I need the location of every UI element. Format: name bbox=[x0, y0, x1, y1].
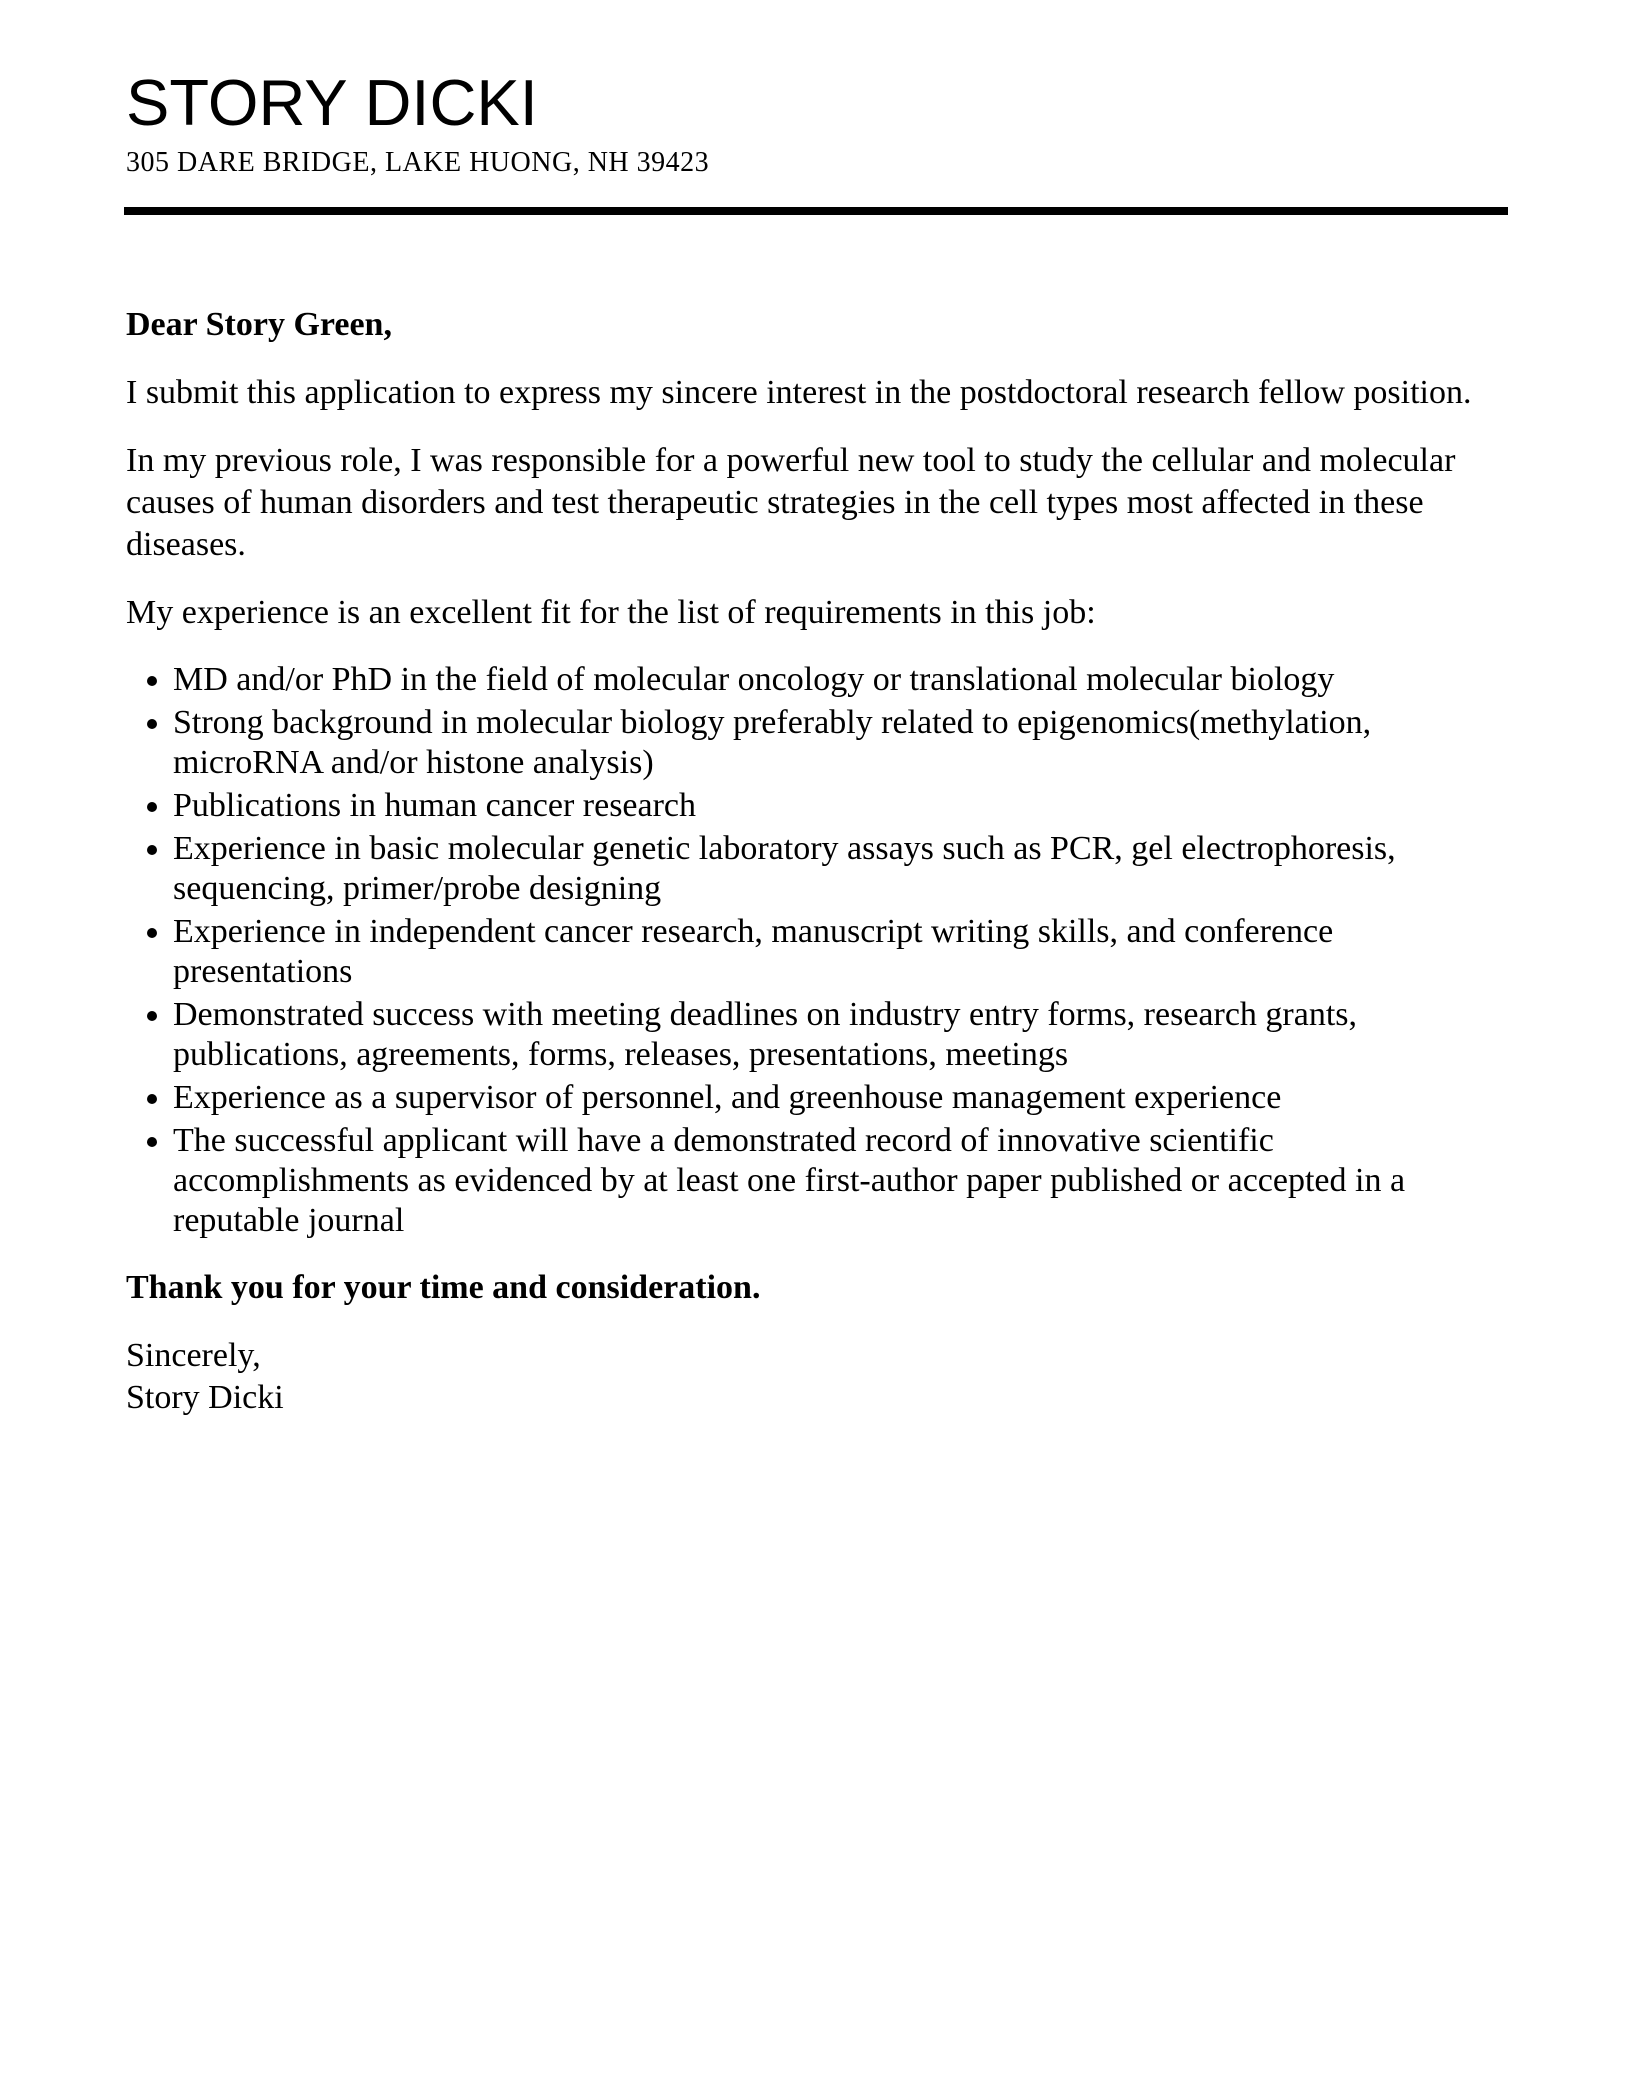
requirement-item: • Demonstrated success with meeting deadlines on industry entry forms, research grants, publications, agreements, forms, releases, presentations, meetings bbox=[173, 995, 1508, 1075]
letter-body bbox=[126, 304, 1508, 1419]
signature-name: Story Dicki bbox=[126, 1379, 284, 1416]
signature-block bbox=[126, 1335, 1508, 1419]
applicant-address: 305 DARE BRIDGE, LAKE HUONG, NH 39423 bbox=[126, 147, 710, 178]
requirement-item: • Strong background in molecular biology preferably related to epigenomics(methylation, microRNA and/or histone analysis) bbox=[173, 703, 1508, 783]
requirement-item: • The successful applicant will have a demonstrated record of innovative scientific accomplishments as evidenced by at least one first-author paper published or accepted in a reputable journal bbox=[173, 1121, 1508, 1241]
requirement-item: • MD and/or PhD in the field of molecular oncology or translational molecular biology bbox=[173, 660, 1508, 700]
paragraph-intro: I submit this application to express my sincere interest in the postdoctoral research fellow position. bbox=[126, 374, 1472, 411]
salutation: Dear Story Green, bbox=[126, 306, 392, 343]
requirement-item: • Experience as a supervisor of personnel, and greenhouse management experience bbox=[173, 1078, 1508, 1118]
requirement-item: • Publications in human cancer research bbox=[173, 786, 1508, 826]
header-rule bbox=[124, 207, 1508, 215]
letter-header bbox=[126, 66, 1508, 215]
sign-off: Sincerely, bbox=[126, 1337, 261, 1374]
applicant-name: STORY DICKI bbox=[126, 66, 538, 139]
requirement-item: • Experience in basic molecular genetic laboratory assays such as PCR, gel electrophoresis, sequencing, primer/probe designing bbox=[173, 829, 1508, 909]
paragraph-previous-role: In my previous role, I was responsible for a powerful new tool to study the cellular and molecular causes of human disorders and test therapeutic strategies in the cell types most affected in these diseases. bbox=[126, 442, 1456, 563]
paragraph-experience-fit: My experience is an excellent fit for the list of requirements in this job: bbox=[126, 594, 1096, 631]
closing-statement: Thank you for your time and consideration. bbox=[126, 1269, 761, 1306]
requirement-item: • Experience in independent cancer research, manuscript writing skills, and conference presentations bbox=[173, 912, 1508, 992]
requirements-list bbox=[126, 660, 1508, 1241]
